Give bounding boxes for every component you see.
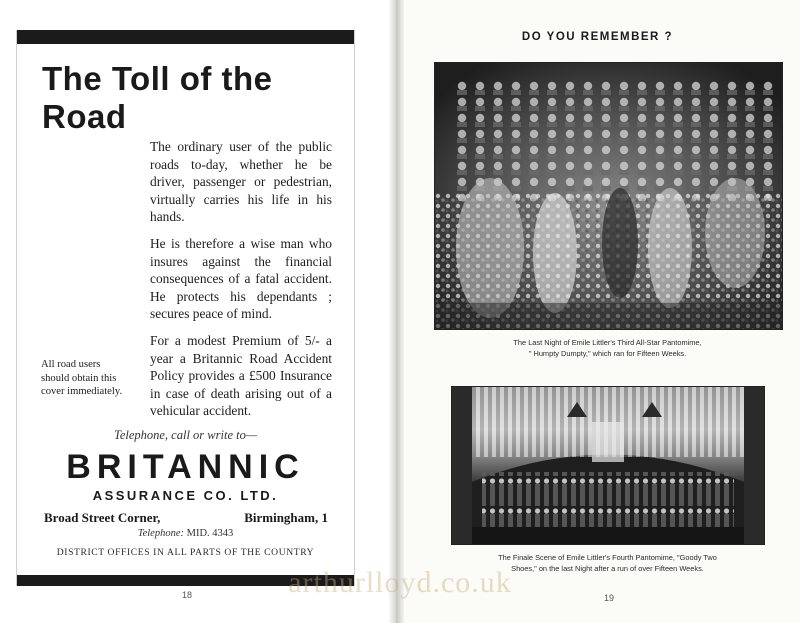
photo-goody-two-shoes-finale [451, 386, 765, 545]
britannic-advertisement [16, 30, 355, 586]
photo-caption-humpty-dumpty [445, 338, 770, 359]
ad-paragraph: For a modest Premium of 5/- a year a Britannic Road Accident Policy provides a £500 Insurance in case of death arising out of a vehicular accident. [150, 332, 332, 419]
ad-paragraph: The ordinary user of the public roads to-day, whether he be driver, passenger or pedestrian, virtually carries his life in his hands. [150, 139, 332, 225]
ad-body [150, 138, 332, 429]
ad-company-name: ASSURANCE CO. LTD. [92, 488, 279, 503]
caption-line: " Humpty Dumpty," which ran for Fifteen Weeks. [528, 348, 687, 358]
ad-address [44, 510, 328, 526]
photo-stage-image [452, 387, 764, 544]
caption-line: Shoes," on the last Night after a run of over Fifteen Weeks. [511, 563, 704, 573]
ad-address-street: Broad Street Corner, [44, 510, 161, 525]
ad-telephone-label: Telephone: [137, 528, 184, 539]
page-number-left: 18 [182, 590, 193, 600]
photo-crowd-image [435, 63, 782, 329]
page-title: DO YOU REMEMBER ? [521, 31, 674, 43]
ad-brand-name: BRITANNIC [66, 448, 305, 486]
ad-top-bar [17, 30, 354, 44]
left-page [0, 0, 395, 623]
photo-humpty-dumpty-last-night [434, 62, 783, 330]
watermark: arthurlloyd.co.uk [288, 566, 512, 599]
ad-district-offices: DISTRICT OFFICES IN ALL PARTS OF THE COUNTRY [56, 547, 315, 558]
ad-headline: The Toll of the Road [42, 60, 273, 135]
ad-paragraph: He is therefore a wise man who insures against the financial consequences of a fatal accident. He protects his dependants ; secures peace of mind. [150, 235, 332, 322]
caption-line: The Finale Scene of Emile Littler's Fourth Pantomime, "Goody Two [498, 553, 717, 562]
ad-address-city: Birmingham, 1 [244, 510, 328, 525]
ad-contact-line: Telephone, call or write to— [114, 428, 257, 442]
ad-telephone [17, 528, 354, 539]
ad-telephone-number: MID. 4343 [186, 528, 234, 539]
book-gutter [388, 0, 404, 623]
ad-side-note: All road users should obtain this cover immediately. [41, 359, 123, 397]
caption-line: The Last Night of Emile Littler's Third All-Star Pantomime, [513, 338, 702, 347]
right-page [395, 0, 800, 623]
page-number-right: 19 [604, 593, 615, 603]
